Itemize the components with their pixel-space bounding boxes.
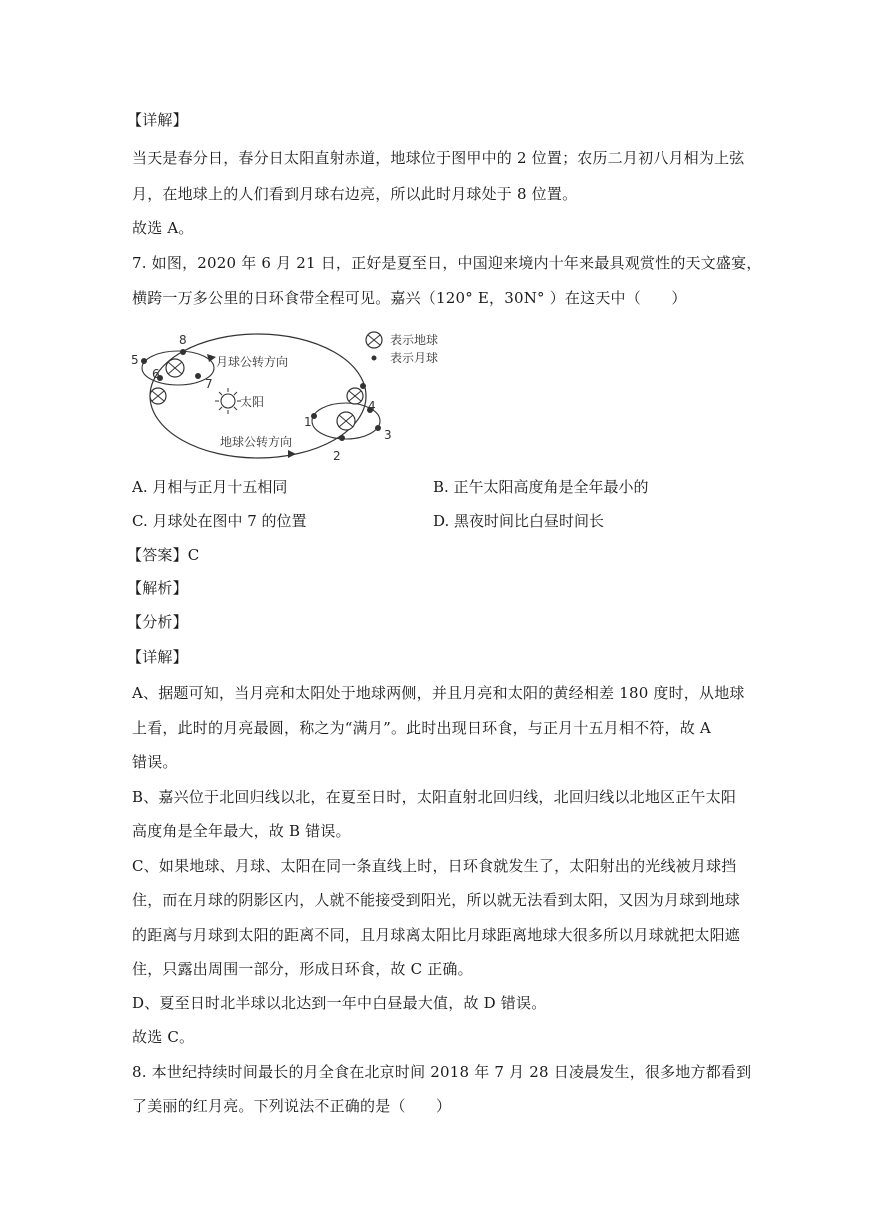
explanation-line: B、嘉兴位于北回归线以北，在夏至日时，太阳直射北回归线，北回归线以北地区正午太阳 <box>132 788 737 806</box>
option-a: A. 月相与正月十五相同 <box>132 478 288 496</box>
position-6: 6 <box>152 367 160 381</box>
explanation-line: 月，在地球上的人们看到月球右边亮，所以此时月球处于 8 位置。 <box>132 185 578 203</box>
earth-icon <box>347 388 363 404</box>
explanation-line: D、夏至日时北半球以北达到一年中白昼最大值，故 D 错误。 <box>132 994 547 1012</box>
option-c: C. 月球处在图中 7 的位置 <box>132 512 307 530</box>
legend-earth: 表示地球 <box>390 333 439 347</box>
moon-icon <box>372 356 377 361</box>
detail-heading: 【详解】 <box>127 648 188 666</box>
explanation-line: C、如果地球、月球、太阳在同一条直线上时，日环食就发生了，太阳射出的光线被月球挡 <box>132 857 737 875</box>
earth-icon <box>150 388 166 404</box>
analysis-heading: 【解析】 <box>127 579 188 597</box>
explanation-line: 错误。 <box>132 753 178 771</box>
position-2: 2 <box>333 449 341 463</box>
legend-moon: 表示月球 <box>390 351 439 365</box>
position-3: 3 <box>384 428 392 442</box>
question-stem: 7. 如图，2020 年 6 月 21 日，正好是夏至日，中国迎来境内十年来最具观赏性的天文盛宴， <box>132 254 762 272</box>
earth-moon-orbit-figure <box>128 316 458 468</box>
question-stem: 了美丽的红月亮。下列说法不正确的是（ ） <box>132 1097 452 1115</box>
explanation-line: 上看，此时的月亮最圆，称之为“满月”。此时出现日环食，与正月十五月相不符，故 A <box>132 719 711 737</box>
option-b: B. 正午太阳高度角是全年最小的 <box>433 478 649 496</box>
explanation-line: 住，而在月球的阴影区内，人就不能接受到阳光，所以就无法看到太阳，又因为月球到地球 <box>132 891 741 909</box>
earth-icon <box>366 332 382 348</box>
earth-orbit-label: 地球公转方向 <box>220 435 293 449</box>
option-d: D. 黑夜时间比白昼时间长 <box>433 512 605 530</box>
fenxi-heading: 【分析】 <box>127 613 188 631</box>
explanation-line: 的距离与月球到太阳的距离不同，且月球离太阳比月球距离地球大很多所以月球就把太阳遮 <box>132 926 741 944</box>
sun-label: 太阳 <box>240 395 265 409</box>
question-stem: 8. 本世纪持续时间最长的月全食在北京时间 2018 年 7 月 28 日凌晨发生，很多地方都看到 <box>132 1063 752 1081</box>
explanation-line: 住，只露出周围一部分，形成日环食，故 C 正确。 <box>132 960 473 978</box>
explanation-line: 高度角是全年最大，故 B 错误。 <box>132 822 351 840</box>
choice-line: 故选 A。 <box>132 219 194 237</box>
position-4: 4 <box>368 399 376 413</box>
question-stem: 横跨一万多公里的日环食带全程可见。嘉兴（120° E，30N° ）在这天中（ ） <box>132 289 687 307</box>
answer-line: 【答案】C <box>127 546 200 564</box>
moon-orbit-label: 月球公转方向 <box>216 355 289 369</box>
position-1: 1 <box>304 415 312 429</box>
sun-icon <box>215 388 241 414</box>
position-5: 5 <box>131 353 139 367</box>
position-8: 8 <box>179 333 187 347</box>
detail-heading: 【详解】 <box>127 111 188 129</box>
explanation-line: 当天是春分日，春分日太阳直射赤道，地球位于图甲中的 2 位置；农历二月初八月相为上弦 <box>132 149 745 167</box>
choice-line: 故选 C。 <box>132 1028 195 1046</box>
explanation-line: A、据题可知，当月亮和太阳处于地球两侧，并且月亮和太阳的黄经相差 180 度时，从地球 <box>132 684 745 702</box>
earth-icon <box>337 412 355 430</box>
earth-icon <box>166 359 184 377</box>
position-7: 7 <box>205 377 213 391</box>
